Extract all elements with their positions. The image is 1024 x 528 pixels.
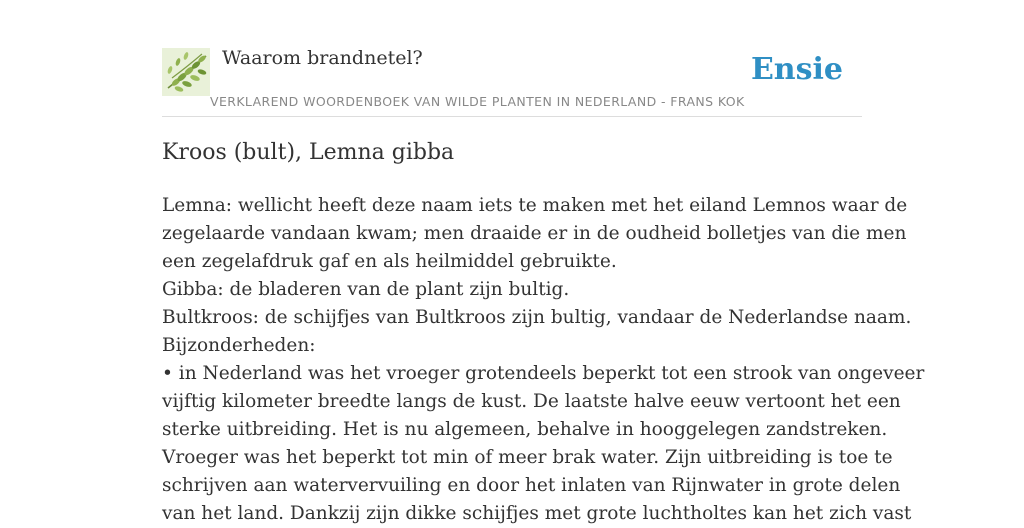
entry-line: sterke uitbreiding. Het is nu algemeen, behalve in hooggelegen zandstreken. bbox=[162, 419, 888, 440]
book-subtitle[interactable]: VERKLAREND WOORDENBOEK VAN WILDE PLANTEN IN NEDERLAND - FRANS KOK bbox=[210, 94, 745, 109]
book-avatar[interactable] bbox=[162, 48, 210, 96]
book-header bbox=[162, 46, 862, 117]
entry-line: Bijzonderheden: bbox=[162, 335, 316, 356]
entry-line: zegelaarde vandaan kwam; men draaide er in de oudheid bolletjes van die men bbox=[162, 223, 907, 244]
entry-line: Vroeger was het beperkt tot min of meer brak water. Zijn uitbreiding is toe te bbox=[162, 447, 893, 468]
entry-line: van het land. Dankzij zijn dikke schijfjes met grote luchtholtes kan het zich vast bbox=[162, 503, 912, 524]
entry-line: schrijven aan watervervuiling en door het inlaten van Rijnwater in grote delen bbox=[162, 475, 901, 496]
ensie-logo[interactable]: Ensie bbox=[750, 52, 843, 87]
entry-body bbox=[162, 192, 925, 528]
entry-title: Kroos (bult), Lemna gibba bbox=[162, 140, 455, 165]
entry-line: Bultkroos: de schijfjes van Bultkroos zijn bultig, vandaar de Nederlandse naam. bbox=[162, 307, 912, 328]
entry-line: • in Nederland was het vroeger grotendeels beperkt tot een strook van ongeveer bbox=[162, 363, 925, 384]
leaf-illustration-icon bbox=[162, 48, 210, 96]
entry-line: Lemna: wellicht heeft deze naam iets te maken met het eiland Lemnos waar de bbox=[162, 195, 908, 216]
entry-line: Gibba: de bladeren van de plant zijn bultig. bbox=[162, 279, 570, 300]
entry-line: vijftig kilometer breedte langs de kust. De laatste halve eeuw vertoont het een bbox=[162, 391, 901, 412]
entry-line: een zegelafdruk gaf en als heilmiddel gebruikte. bbox=[162, 251, 617, 272]
book-title[interactable]: Waarom brandnetel? bbox=[222, 47, 423, 69]
